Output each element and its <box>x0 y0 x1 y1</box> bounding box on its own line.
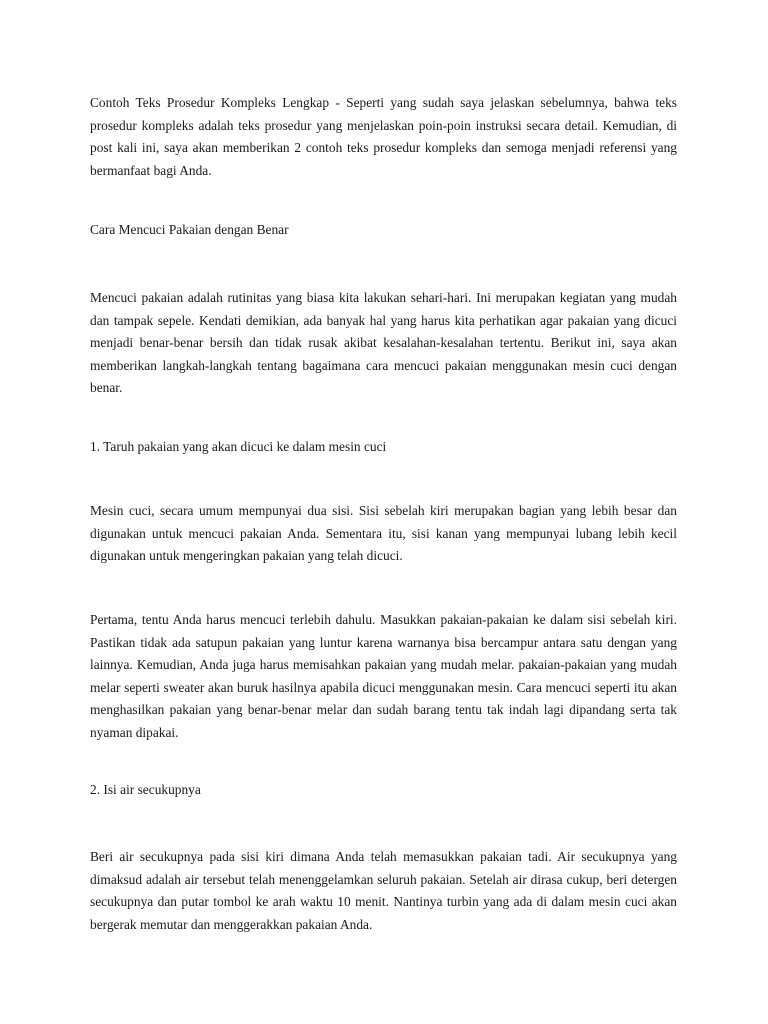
paragraph-machine-sides: Mesin cuci, secara umum mempunyai dua sisi. Sisi sebelah kiri merupakan bagian yang lebih besar dan digunakan untuk mencuci pakaian Anda. Sementara itu, sisi kanan yang mempunyai lubang lebih kecil digunakan untuk mengeringkan pakaian yang telah dicuci. <box>90 503 677 563</box>
paragraph-add-water: Beri air secukupnya pada sisi kiri dimana Anda telah memasukkan pakaian tadi. Air secukupnya yang dimaksud adalah air tersebut telah menenggelamkan seluruh pakaian. Setelah air dirasa cukup, beri detergen secukupnya dan putar tombol ke arah waktu 10 menit. Nantinya turbin yang ada di dalam mesin cuci akan bergerak memutar dan menggerakkan pakaian Anda. <box>90 849 677 932</box>
step-1-heading: 1. Taruh pakaian yang akan dicuci ke dalam mesin cuci <box>90 439 387 454</box>
document-title: Cara Mencuci Pakaian dengan Benar <box>90 222 289 237</box>
intro-paragraph: Contoh Teks Prosedur Kompleks Lengkap - Seperti yang sudah saya jelaskan sebelumnya, bahwa teks prosedur kompleks adalah teks prosedur yang menjelaskan poin-poin instruksi secara detail. Kemudian, di post kali ini, saya akan memberikan 2 contoh teks prosedur kompleks dan semoga menjadi referensi yang bermanfaat bagi Anda. <box>90 95 677 178</box>
paragraph-intro-washing: Mencuci pakaian adalah rutinitas yang biasa kita lakukan sehari-hari. Ini merupakan kegiatan yang mudah dan tampak sepele. Kendati demikian, ada banyak hal yang harus kita perhatikan agar pakaian yang dicuci menjadi benar-benar bersih dan tidak rusak akibat kesalahan-kesalahan tertentu. Berikut ini, saya akan memberikan langkah-langkah tentang bagaimana cara mencuci pakaian menggunakan mesin cuci dengan benar. <box>90 290 677 395</box>
paragraph-first-step: Pertama, tentu Anda harus mencuci terlebih dahulu. Masukkan pakaian-pakaian ke dalam sisi sebelah kiri. Pastikan tidak ada satupun pakaian yang luntur karena warnanya bisa bercampur antara satu dengan yang lainnya. Kemudian, Anda juga harus memisahkan pakaian yang mudah melar. pakaian-pakaian yang mudah melar seperti sweater akan buruk hasilnya apabila dicuci menggunakan mesin. Cara mencuci seperti itu akan menghasilkan pakaian yang benar-benar melar dan sudah barang tentu tak indah lagi dipandang serta tak nyaman dipakai. <box>90 612 677 740</box>
step-2-heading: 2. Isi air secukupnya <box>90 782 201 797</box>
